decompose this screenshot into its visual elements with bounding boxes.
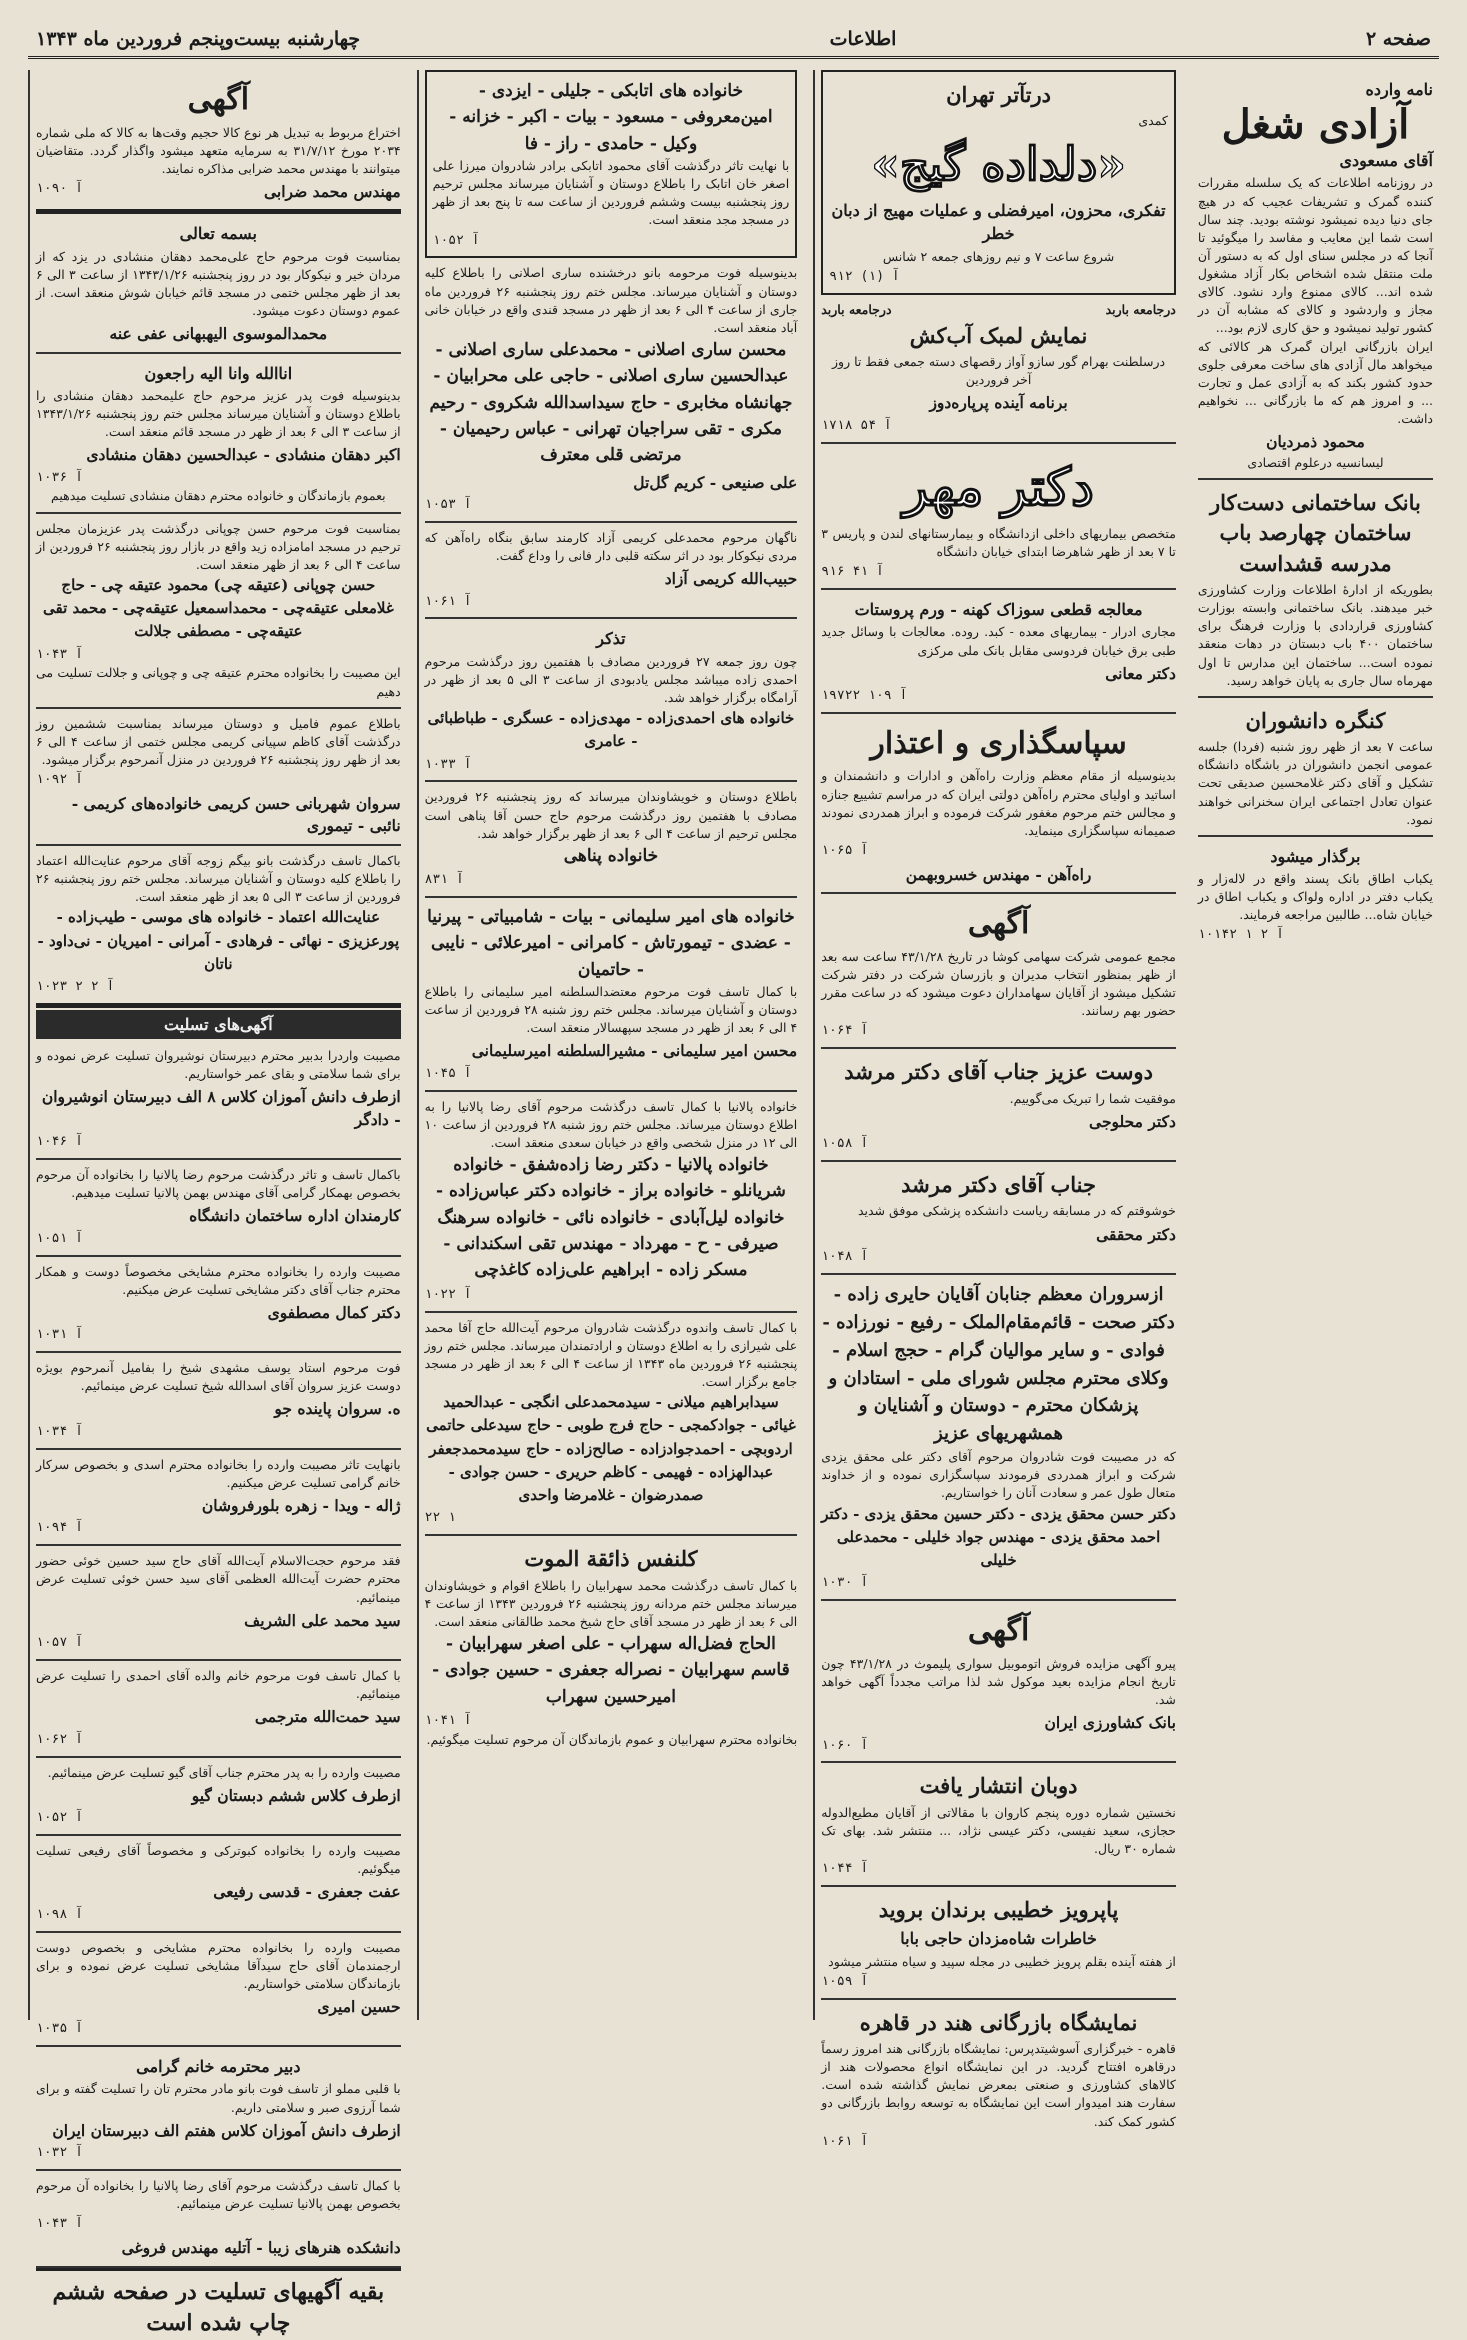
thanks-title: سپاسگذاری و اعتذار <box>870 725 1127 761</box>
c4-b3-body: بمناسبت فوت مرحوم حسن چوپانی درگذشت پدر عزیزمان مجلس ترحیم در مسجد امامزاده زید واقع در بازار روز پنجشنبه ۲۶ فروردین از ساعت ۴ الی ۶ بعد از ظهر منعقد است. <box>36 520 401 572</box>
reminder-signature: خانواده های احمدی‌زاده - مهدی‌زاده - عسگری - طباطبائی - عامری <box>427 709 795 751</box>
clinic-title: معالجه قطعی سوزاک کهنه - ورم پروستات <box>854 600 1143 620</box>
c4-t5-body: بانهایت تاثر مصیبت وارده را بخانواده محترم اسدی و بخصوص سرکار خانم گرامی تسلیت عرض میکنیم. <box>36 1456 401 1490</box>
c4-t4-code: ۱۰۳۴ آ <box>36 1423 83 1439</box>
clinic-code: ۱۹۷۲۲ آ ۱۰۹ <box>821 688 908 704</box>
doctor-name: دکتر مهر <box>903 456 1095 518</box>
c4-t2-body: باکمال تاسف و تاثر درگذشت مرحوم رضا پالانیا را بخانواده آن مرحوم بخصوص بهمکار گرامی آقای مهندس بهمن پالانیا تسلیت میدهیم. <box>36 1167 401 1201</box>
show-venue-left: درجامعه باربد <box>821 301 892 317</box>
c4-t5-code: ۱۰۹۴ آ <box>36 1520 83 1536</box>
obit4-code: ۸۳۱ آ <box>424 872 464 888</box>
article-body: در روزنامه اطلاعات که یک سلسله مقررات کننده گمرک و تشریفات عجیب که در هیچ جای دنیا دیده نمیشود نوشته بودید. چند سال است شما این معایب و مفاسد را میگوئید تا آنجا که در مجلس سنای اول که به دستور آن ملت منتقل شده اشخاص بکار آزاد مشغول شده اند... کالای ممنوع وارد نشود. کالای مجاز و واردشود و کالای که مشابه آن در کشور تولید نمیشود و حق کاری لازم بود... <box>1197 175 1433 336</box>
thanks-body: بدینوسیله از مقام معظم وزارت راه‌آهن و ادارات و دانشمندان و اساتید و اولیای محترم راه‌آهن دولتی ایران که در مراسم تشییع جنازه و مجالس ختم مرحوم مغفور شرکت فرموده و ابراز همدردی نمودند صمیمانه سپاسگزاری مینماید. <box>821 768 1176 838</box>
obit1-title: خانواده های اتابکی - جلیلی - ایزدی - امین‌معروفی - مسعود - بیات - اکبر - خزانه - وکیل - حامدی - راز - فا <box>449 81 773 154</box>
books-code: ۱۰۴۴ آ <box>821 1861 869 1877</box>
c4-t4-body: فوت مرحوم استاد یوسف مشهدی شیخ را بفامیل آنمرحوم بویژه دوست عزیز سروان آقای اسدالله شیخ تسلیت عرض مینمائیم. <box>36 1360 401 1394</box>
article-title: آزادی شغل <box>1221 101 1410 149</box>
column-condolences <box>28 70 407 2337</box>
c4-t4-signature: ه. سروان پاینده جو <box>274 1399 401 1419</box>
article-signature: محمود ذمردیان <box>1266 432 1365 452</box>
obit2-body: بدینوسیله فوت مرحومه بانو درخشنده ساری اصلانی را باطلاع کلیه دوستان و آشنایان میرساند. مجلس ختم روز پنجشنبه ۲۶ فروردین ماه جاری از ساعت ۴ الی ۶ بعد از ظهر در مسجد قندی واقع در خیابان خانی آباد منعقد است. <box>424 265 798 335</box>
c4-t3-body: مصیبت وارده را بخانواده محترم مشایخی مخصوصاً دوست و همکار محترم جناب آقای دکتر مشایخی تسلیت عرض میکنیم. <box>36 1263 401 1297</box>
masthead <box>28 22 1439 59</box>
obit5-body: با کمال تاسف فوت مرحوم معتضدالسلطنه امیر سلیمانی را باطلاع دوستان و آشنایان میرساند. مجلس ختم روز شنبه ۲۸ فروردین از ساعت ۴ الی ۶ بعد از ظهر در مسجد سپهسالار منعقد است. <box>424 983 798 1036</box>
c4-t10-body: مصیبت وارده را بخانواده محترم مشایخی و بخصوص دوست ارجمندمان آقای حاج سیدآقا مشایخی تسلیت عرض نموده و برای بازماندگان سلامتی خواستاریم. <box>36 1939 401 1991</box>
notice2-signature: بانک کشاورزی ایران <box>1044 1713 1176 1733</box>
obit2-names: محسن ساری اصلانی - محمدعلی ساری اصلانی - عبدالحسین ساری اصلانی - حاجی علی محرابیان - جهانشاه مخابری - حاج سیداسدالله شکروی - رحیم مکری - تقی سراجیان تهرانی - عباس رحیمیان - مرتضی قلی معترف <box>429 339 793 466</box>
rent-ad-code: ۱۰۱۴۲ آ ۲ ۱ <box>1197 927 1284 943</box>
notice-code: ۱۰۶۴ آ <box>821 1023 869 1039</box>
c4-t7-code: ۱۰۶۲ آ <box>36 1731 83 1747</box>
show-title: نمایش لمبک آب‌کش <box>909 322 1088 348</box>
page-footer-note: بقیه آگهیهای تسلیت در صفحه ششم چاپ شده است <box>36 2268 401 2340</box>
condolences-heading: آگهی‌های تسلیت <box>36 1010 401 1039</box>
obit3-body: ناگهان مرحوم محمدعلی کریمی آزاد کارمند سابق بنگاه راه‌آهن که مردی نیکوکار بود در اثر سکته قلبی دار فانی را وداع گفت. <box>424 529 798 564</box>
friend1-title: دوست عزیز جناب آقای دکتر مرشد <box>844 1059 1153 1085</box>
show-venue-right: درجامعه باربد <box>1105 301 1176 317</box>
big-thanks-code: ۱۰۳۰ آ <box>821 1575 869 1591</box>
theatre-time: شروع ساعت ۷ و نیم روزهای جمعه ۲ شانس <box>882 248 1115 264</box>
article-signature-sub: لیسانسیه درعلوم اقتصادی <box>1247 454 1384 470</box>
congress-body: ساعت ۷ بعد از ظهر روز شنبه (فردا) جلسه عمومی انجمن دانشوران در باشگاه دانشگاه تشکیل و آقای دکتر غلامحسین صدیقی تحت عنوان تعادل اجتماعی ایران سخنرانی خواهند نمود. <box>1197 739 1433 827</box>
theatre-genre: کمدی <box>1138 113 1168 129</box>
obit5-code: ۱۰۴۵ آ <box>424 1065 472 1081</box>
patent-ad-code: ۱۰۹۰ آ <box>36 180 83 196</box>
friend2-signature: دکتر محققی <box>1096 1224 1176 1244</box>
section-label: نامه وارده <box>1365 80 1433 99</box>
thanks-code: ۱۰۶۵ آ <box>821 842 869 858</box>
friend1-code: ۱۰۵۸ آ <box>821 1136 869 1152</box>
doctor-code: ۹۱۶ آ ۴۱ <box>821 564 884 580</box>
obit6-names: خانواده پالانیا - دکتر رضا زاده‌شفق - خانواده شریانلو - خانواده براز - خانواده دکتر عباس‌زاده - خانواده لیل‌آبادی - خانواده نائی - خانواده سرهنگ صیرفی - ح - مهرداد - مهندس تقی اسکندانی - مسکر زاده - ابراهیم علی‌زاده کاغذچی <box>436 1155 786 1281</box>
clinic-desc: مجاری ادرار - بیماریهای معده - کبد. روده. معالجات با وسائل جدید طبی برق خیابان فردوسی مقابل بانک ملی مرکزی <box>821 624 1176 658</box>
masthead-page-number: صفحه ۲ <box>1365 28 1431 50</box>
c4-b1-title: بسمه تعالی <box>179 224 258 244</box>
c4-t1-code: ۱۰۴۶ آ <box>36 1134 83 1150</box>
c4-b5-names: عنایت‌الله اعتماد - خانواده های موسی - طیب‌زاده - پورعزیزی - نهائی - فرهادی - آمرانی - امیریان - نی‌داود - ناتان <box>37 908 400 973</box>
obit8-end: بخانواده محترم سهرابیان و عموم بازماندگان آن مرحوم تسلیت میگوئیم. <box>426 1731 798 1747</box>
show-code: ۱۷۱۸ آ ۵۴ <box>821 417 892 433</box>
c4-t9-signature: عفت جعفری - قدسی رفیعی <box>213 1882 401 1902</box>
expo-code: ۱۰۶۱ آ <box>821 2133 869 2149</box>
patent-ad-signature: مهندس محمد ضرابی <box>264 181 401 201</box>
c4-t11-title: دبیر محترمه خانم گرامی <box>136 2057 301 2077</box>
obit2-sub: علی صنیعی - کریم گل‌تل <box>633 472 798 492</box>
notice-title: آگهی <box>967 906 1030 942</box>
theatre-title: «دلداده گیج» <box>871 136 1127 191</box>
column-obituaries <box>417 70 804 2020</box>
c4-t6-signature: سید محمد علی الشریف <box>244 1610 401 1630</box>
c4-t8-code: ۱۰۵۲ آ <box>36 1810 83 1826</box>
show-note: برنامه آینده پرپاره‌دوز <box>929 393 1068 413</box>
notice-body: مجمع عمومی شرکت سهامی کوشا در تاریخ ۴۳/۱/۲۸ ساعت سه بعد از ظهر بمنظور انتخاب مدیران و بازرسان شرکت در دفتر شرکت تشکیل میشود از آقایان سهامداران دعوت میشود که در ساعت مقرر حضور بهم رسانند. <box>821 948 1176 1019</box>
c4-t3-code: ۱۰۳۱ آ <box>36 1327 83 1343</box>
columns <box>28 70 1439 2337</box>
doctor-desc: متخصص بیماریهای داخلی ازدانشگاه و بیمارستانهای لندن و پاریس ۳ تا ۷ بعد از ظهر شاهرضا ابتدای خیابان دانشگاه <box>821 526 1176 560</box>
books-body: نخستین شماره دوره پنجم کاروان با مقالاتی از آقایان مطیع‌الدوله حجازی، سعید نفیسی، دکتر عیسی نژاد، ... منتشر شد. بهای تک شماره ۳۰ ریال. <box>821 1804 1176 1857</box>
patent-ad-title: آگهی <box>187 82 250 117</box>
reminder-title: تذکر <box>596 629 626 649</box>
memoir-subtitle: خاطرات شاه‌مزدان حاجی بابا <box>900 1929 1097 1949</box>
obit4-signature: خانواده پناهی <box>563 845 659 866</box>
obit5-title: خانواده های امیر سلیمانی - بیات - شامبیاتی - پیرنیا - عضدی - تیمورتاش - کامرانی - امیرعلائی - نایبی - حاتمیان <box>427 906 795 980</box>
friend2-body: خوشوقتم که در مسابقه ریاست دانشکده پزشکی موفق شدید <box>857 1203 1176 1219</box>
big-thanks-signature: دکتر حسن محقق یزدی - دکتر حسین محقق یزدی - دکتر احمد محقق یزدی - مهندس جواد خلیلی - محمدعلی خلیلی <box>821 1504 1176 1570</box>
c4-t12-body: با کمال تاسف درگذشت مرحوم آقای رضا پالانیا را بخانواده آن مرحوم بخصوص بهمن پالانیا تسلیت عرض مینمائیم. <box>36 2178 401 2212</box>
c4-b4-code: ۱۰۹۲ آ <box>36 772 83 788</box>
obit6-body: خانواده پالانیا با کمال تاسف درگذشت مرحوم آقای رضا پالانیا را به اطلاع دوستان میرساند. مجلس ختم روز شنبه ۲۸ فروردین از ساعت ۱۰ الی ۱۲ در منزل شخصی واقع در خیابان سعدی منعقد است. <box>424 1098 798 1150</box>
obit1-code: ۱۰۵۲ آ <box>432 232 480 248</box>
c4-b2-note: بعموم بازماندگان و خانواده محترم دهقان منشادی تسلیت میدهیم <box>51 488 386 504</box>
obit8-title: کلنفس ذائقة الموت <box>524 1546 698 1572</box>
c4-t10-code: ۱۰۳۵ آ <box>36 2021 83 2037</box>
c4-b5-code: ۱۰۲۳ آ ۲ ۲ <box>36 979 115 994</box>
c4-b5-body: باکمال تاسف درگذشت بانو بیگم زوجه آقای مرحوم عنایت‌الله اعتماد را باطلاع کلیه دوستان و آشنایان میرساند. مجلس ختم روز پنجشنبه ۲۶ فروردین از ساعت ۳ الی ۵ بعد از ظهر منعقد است. <box>36 852 401 905</box>
friend2-title: جناب آقای دکتر مرشد <box>901 1171 1096 1197</box>
patent-ad-body: اختراع مربوط به تبدیل هر نوع کالا حجیم وقت‌ها به کالا که ملی شماره ۲۰۳۴ مورخ ۳۱/۷/۱۲ به سرمایه متعهد میشود واگذار گردد. متقاضیان میتوانند با مهندس محمد ضرابی مذاکره نمایند. <box>36 124 401 176</box>
friend1-signature: دکتر محلوجی <box>1089 1111 1176 1131</box>
theatre-city: درتآتر تهران <box>946 82 1051 107</box>
theatre-cast: تفکری، محزون، امیرفضلی و عملیات مهیج از دبان خطر <box>831 201 1166 244</box>
friend1-body: موفقیت شما را تبریک می‌گوییم. <box>1009 1090 1176 1106</box>
memoir-title: پاپرویز خطیبی برندان بروید <box>878 1897 1119 1923</box>
congress-title: کنگره دانشوران <box>1245 707 1386 733</box>
obit8-names: الحاج فضل‌اله سهراب - علی اصغر سهرابیان - قاسم سهرابیان - نصراله جعفری - حسین جوادی - امیرحسین سهراب <box>432 1634 790 1707</box>
newspaper-page <box>28 22 1439 2337</box>
c4-t11-signature: ازطرف دانش آموزان کلاس هفتم الف دبیرستان ایران <box>52 2120 401 2140</box>
obit7-body: با کمال تاسف واندوه درگذشت شادروان مرحوم آیت‌الله حاج آقا محمد علی شیرازی را به اطلاع دوستان و ارادتمندان میرساند. مجلس ختم روز پنجشنبه ۲۶ فروردین ماه ۱۳۴۳ از ساعت ۴ الی ۶ بعد از ظهر در مسجد جامع برگزار است. <box>424 1319 798 1389</box>
c4-b4-signature: سروان شهربانی حسن کریمی خانواده‌های کریمی - نائبی - تیموری <box>71 793 401 836</box>
rent-ad-title: برگذار میشود <box>1270 846 1361 866</box>
c4-t8-signature: ازطرف کلاس ششم دبستان گیو <box>191 1785 401 1805</box>
obit3-signature: حبیب‌الله کریمی آزاد <box>664 569 798 589</box>
c4-b2-signature: اکبر دهقان منشادی - عبدالحسین دهقان منشادی <box>86 445 401 465</box>
masthead-paper-name: اطلاعات <box>829 28 897 50</box>
masthead-date: چهارشنبه بیست‌وپنجم فروردین ماه ۱۳۴۳ <box>36 28 361 50</box>
c4-t8-body: مصیبت وارده را به پدر محترم جناب آقای گیو تسلیت عرض مینمائیم. <box>47 1764 401 1780</box>
c4-t3-signature: دکتر کمال مصطفوی <box>267 1302 401 1322</box>
c4-t12-code: ۱۰۴۳ آ <box>36 2216 83 2232</box>
article-author: آقای مسعودی <box>1339 151 1433 171</box>
notice2-title: آگهی <box>967 1613 1030 1649</box>
memoir-code: ۱۰۵۹ آ <box>821 1973 869 1989</box>
c4-t9-body: مصیبت وارده را بخانواده کبوترکی و مخصوصاً آقای رفیعی تسلیت میگوئیم. <box>36 1843 401 1877</box>
c4-t10-signature: حسین امیری <box>317 1996 401 2016</box>
books-title: دوبان انتشار یافت <box>919 1773 1078 1799</box>
obit7-code: ۲۲ ۱ <box>424 1510 456 1526</box>
expo-body: قاهره - خبرگزاری آسوشیتدپرس: نمایشگاه بازرگانی هند امروز رسماً درقاهره افتتاح گردید. در این نمایشگاه انواع محصولات هند از کالاهای کشاورزی و صنعتی بمعرض نمایش گذاشته شده است. سفارت هند امیدوار است این نمایشگاه به توسعه روابط بازرگانی دو کشور کمک کند. <box>821 2041 1176 2129</box>
expo-title: نمایشگاه بازرگانی هند در قاهره <box>859 2009 1138 2035</box>
bank-ad-title: بانک ساختمانی دست‌کار ساختمان چهارصد باب مدرسه قشداست <box>1210 489 1421 576</box>
obit3-code: ۱۰۶۱ آ <box>424 593 472 609</box>
obit2-code: ۱۰۵۳ آ <box>424 497 472 513</box>
column-ads <box>813 70 1182 2149</box>
obit1-body: با نهایت تاثر درگذشت آقای محمود اتابکی برادر شادروان میرزا علی اصغر خان اتابک را باطلاع دوستان و آشنایان میرساند مجلس ترحیم روز پنجشنبه بیست وششم فروردین از ساعت سه تا پنج بعد از ظهر در مسجد مجد منعقد است. <box>432 158 790 228</box>
c4-t11-code: ۱۰۳۲ آ <box>36 2145 83 2161</box>
obit6-code: ۱۰۲۲ آ <box>424 1286 472 1302</box>
c4-t5-signature: ژاله - ویدا - زهره بلورفروشان <box>201 1496 401 1515</box>
c4-b3-note: این مصیبت را بخانواده محترم عتیقه چی و چوپانی و جلالت تسلیت می دهیم <box>36 665 401 699</box>
c4-t1-body: مصیبت واردرا بدبیر محترم دبیرستان نوشیروان تسلیت عرض نموده و برای شما سلامتی و بقای عمر خواستاریم. <box>36 1048 401 1082</box>
big-thanks-body: که در مصیبت فوت شادروان مرحوم آقای دکتر علی محقق یزدی شرکت و ابراز همدردی فرمودند سپاسگزاری نموده و از خداوند متعال طول عمر و سعادت آنان را خواستاریم. <box>821 1449 1176 1501</box>
memoir-desc: از هفته آینده بقلم پرویز خطیبی در مجله سپید و سیاه منتشر میشود <box>828 1953 1176 1969</box>
c4-t2-signature: کارمندان اداره ساختمان دانشگاه <box>189 1206 401 1226</box>
notice2-body: پیرو آگهی مزایده فروش اتوموبیل سواری پلیموث در ۴۳/۱/۲۸ چون تاریخ انجام مزایده بعید موکول شد لذا مراتب مجدداً آگهی خواهد شد. <box>821 1655 1176 1707</box>
c4-b3-code: ۱۰۴۳ آ <box>36 646 83 662</box>
c4-t7-signature: سید حمت‌الله مترجمی <box>254 1707 401 1727</box>
c4-b2-title: اناالله وانا الیه راجعون <box>144 363 293 383</box>
c4-t1-signature: ازطرف دانش آموزان کلاس ۸ الف دبیرستان انوشیروان - دادگر <box>41 1087 401 1129</box>
obit7-names: سیدابراهیم میلانی - سیدمحمدعلی انگجی - عبدالحمید غیائی - جوادکمجی - حاج فرج طوبی - حاج سیدعلی حاتمی اردوبچی - احمدجوادزاده - صالح‌زاده - حاج سیدمحمدجعفر عبدالهزاده - فهیمی - کاظم حریری - حسن جوادی - صمدرضوان - غلامرضا واحدی <box>426 1393 796 1505</box>
rent-ad-body: یکباب اطاق بانک پسند واقع در لاله‌زار و یکباب دفتر در اداره ولواک و یکباب اطاق در خیابان شاه... طالبین مراجعه فرمایند. <box>1197 871 1433 923</box>
obit8-body: با کمال تاسف درگذشت محمد سهرابیان را باطلاع اقوام و خویشاوندان میرساند مجلس ختم مردانه روز پنجشنبه ۲۶ فروردین ۱۳۴۳ از ساعت ۴ الی ۶ بعد از ظهر در مسجد آقای حاج شیخ محمد طالقانی منعقد است. <box>424 1577 798 1629</box>
thanks-signature: راه‌آهن - مهندس خسروبهمن <box>905 864 1092 884</box>
bank-ad-body: بطوریکه از ادارهٔ اطلاعات وزارت کشاورزی خبر میدهند. بانک ساختمانی وابسته بوزارت کشاورزی قراردادی با وزارت فرهنگ برای ساختمان ۴۰۰ باب دبستان در دهات منعقد نموده است... ساختمان این مدارس تا اول مهرماه سال جاری به پایان خواهد رسید. <box>1197 582 1433 688</box>
reminder-body: چون روز جمعه ۲۷ فروردین مصادف با هفتمین روز درگذشت مرحوم احمدی زاده میباشد مجلس یادبودی از ساعت ۳ الی ۵ بعد از ظهر در آرامگاه برگزار خواهد شد. <box>424 653 798 705</box>
c4-b4-body: باطلاع عموم فامیل و دوستان میرساند بمناسبت ششمین روز درگذشت آقای کاظم سپیانی کریمی مجلس ختمی از ساعت ۴ الی ۶ بعد از ظهر روز پنجشنبه ۲۶ فروردین در منزل آنمرحوم برگزار میشود. <box>36 715 401 767</box>
c4-b1-body: بمناسبت فوت مرحوم حاج علی‌محمد دهقان منشادی در یزد که از مردان خیر و نیکوکار بود در روز پنجشنبه ۱۳۴۳/۱/۲۶ از ساعت ۳ الی ۶ بعد از ظهر مجلس ختمی در مسجد قائم خیابان شوش منعقد است. از عموم دوستان دعوت میشود. <box>36 248 401 318</box>
c4-t12-signature: دانشکده هنرهای زیبا - آتلیه مهندس فروغی <box>121 2238 401 2258</box>
obit5-signature: محسن امیر سلیمانی - مشیرالسلطنه امیرسلیمانی <box>471 1041 798 1061</box>
obit4-body: باطلاع دوستان و خویشاوندان میرساند که روز پنجشنبه ۲۶ فروردین مصادف با هفتمین روز درگذشت مرحوم حاج حسن آقا پناهی است مجلس ترحیم از ساعت ۴ الی ۶ بعد از ظهر برگزار خواهد شد. <box>424 789 798 841</box>
theatre-code: ۹۱۲ آ (۱) <box>829 268 900 284</box>
c4-t9-code: ۱۰۹۸ آ <box>36 1906 83 1922</box>
c4-t2-code: ۱۰۵۱ آ <box>36 1230 83 1246</box>
c4-t6-body: فقد مرحوم حجت‌الاسلام آیت‌الله آقای حاج سید حسین خوئی حضور محترم حضرت آیت‌الله العظمی آقای سید حسن خوئی تسلیت عرض مینمائیم. <box>36 1553 401 1605</box>
clinic-doctor: دکتر معانی <box>1105 663 1176 683</box>
big-thanks-title: ازسروران معظم جنابان آقایان حایری زاده - دکتر صحت - قائم‌مقام‌الملک - رفیع - نورزاده - فوادی - و سایر موالیان گرام - حجج اسلام - وکلای محترم مجلس شورای ملی - استادان و پزشکان محترم - دوستان و آشنایان و همشهریهای عزیز <box>822 1283 1175 1445</box>
column-opinion <box>1192 70 1439 2020</box>
c4-b3-names: حسن چوپانی (عتیقه چی) محمود عتیقه چی - حاج غلامعلی عتیقه‌چی - محمداسمعیل عتیقه‌چی - محمد تقی عتیقه‌چی - مصطفی جلالت <box>42 575 394 641</box>
friend2-code: ۱۰۴۸ آ <box>821 1249 869 1265</box>
article-body-end: ایران بازرگانی ایران گمرک هر کالائی که میخواهد مال آزادی های ساخت معرفی جلوی حدود کشور بکند که به آزادی عمل و تجارت ... و امروز هم که ما بازرگانی ... نخواهیم داشت. <box>1197 338 1433 426</box>
reminder-code: ۱۰۳۳ آ <box>424 756 472 772</box>
c4-b1-signature: محمدالموسوی الیهبهانی عفی عنه <box>109 324 328 344</box>
c4-b2-code: ۱۰۳۶ آ <box>36 469 83 485</box>
obit8-code: ۱۰۴۱ آ <box>424 1713 472 1729</box>
show-desc: درسلطنت بهرام گور سازو آواز رقصهای دسته جمعی فقط تا روز آخر فروردین <box>832 354 1166 388</box>
c4-t6-code: ۱۰۵۷ آ <box>36 1635 83 1651</box>
notice2-code: ۱۰۶۰ آ <box>821 1737 869 1753</box>
c4-t11-body: با قلبی مملو از تاسف فوت بانو مادر محترم تان را تسلیت گفته و برای شما آرزوی صبر و سلامتی داریم. <box>36 2081 401 2115</box>
c4-t7-body: با کمال تاسف فوت مرحوم خانم والده آقای احمدی را تسلیت عرض مینمائیم. <box>36 1668 401 1702</box>
c4-b2-body: بدینوسیله فوت پدر عزیز مرحوم حاج علیمحمد دهقان منشادی را باطلاع دوستان و آشنایان میرساند مجلس ختم روز پنجشنبه ۱۳۴۳/۱/۲۶ از ساعت ۳ الی ۶ بعد از ظهر در مسجد قائم منعقد است. <box>36 387 401 439</box>
